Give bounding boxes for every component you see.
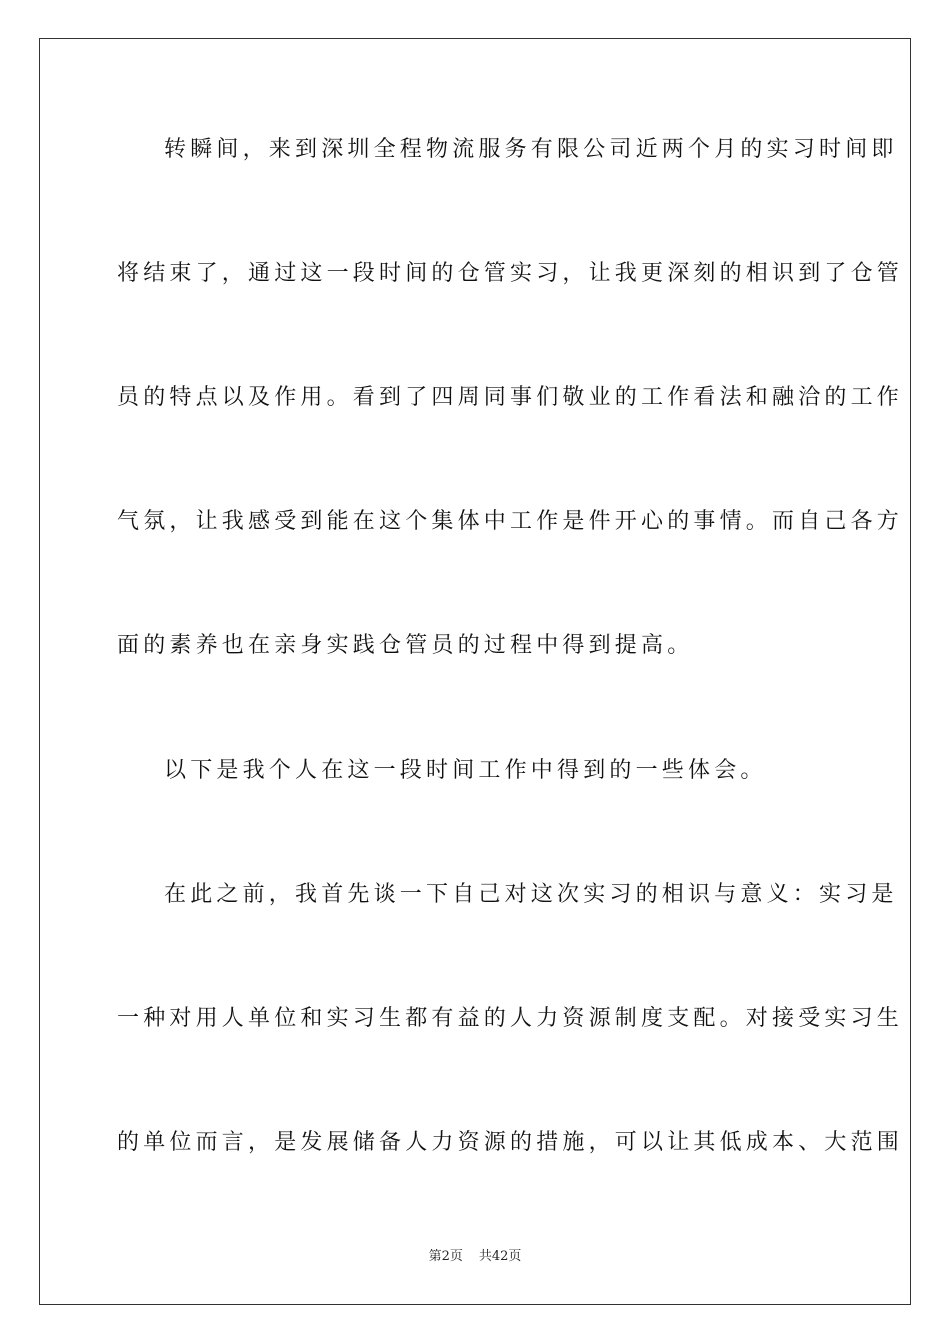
paragraph-line: 员的特点以及作用。看到了四周同事们敬业的工作看法和融洽的工作 (117, 385, 904, 410)
paragraph-line: 面的素养也在亲身实践仓管员的过程中得到提高。 (117, 633, 694, 658)
page-border (39, 38, 911, 1305)
paragraph-line: 转瞬间，来到深圳全程物流服务有限公司近两个月的实习时间即 (164, 137, 898, 162)
paragraph-line: 气氛，让我感受到能在这个集体中工作是件开心的事情。而自己各方 (117, 509, 904, 534)
page-total: 共42页 (478, 1249, 522, 1264)
page-footer (0, 1247, 950, 1267)
paragraph-line: 以下是我个人在这一段时间工作中得到的一些体会。 (164, 758, 767, 783)
paragraph-line: 将结束了，通过这一段时间的仓管实习，让我更深刻的相识到了仓管 (117, 261, 904, 286)
paragraph-line: 的单位而言，是发展储备人力资源的措施，可以让其低成本、大范围 (117, 1130, 904, 1155)
page-number: 第2页 (428, 1249, 463, 1264)
paragraph-line: 在此之前，我首先谈一下自己对这次实习的相识与意义：实习是 (164, 882, 898, 907)
paragraph-line: 一种对用人单位和实习生都有益的人力资源制度支配。对接受实习生 (117, 1006, 904, 1031)
